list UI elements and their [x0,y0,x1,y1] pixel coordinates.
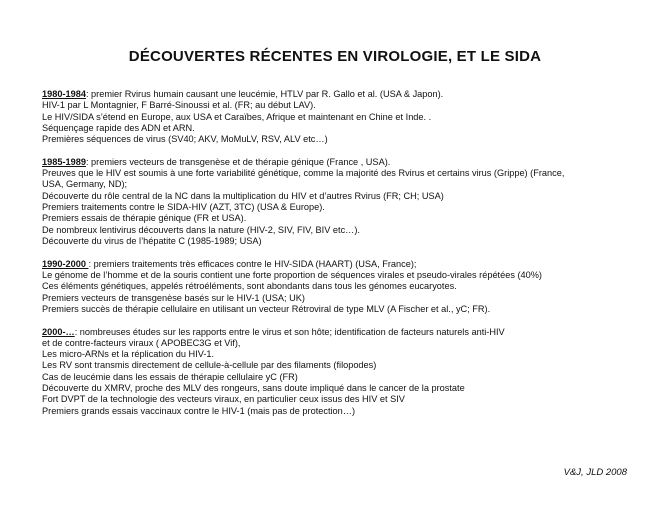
section-line: Premiers grands essais vaccinaux contre le HIV-1 (mais pas de protection…) [42,405,356,416]
section-line: USA, Germany, ND); [42,179,128,190]
section-line: Premiers traitements contre le SIDA-HIV (AZT, 3TC) (USA & Europe). [42,202,325,213]
section-line: Ces éléments génétiques, appelés rétroéléments, sont abondants dans tous les génomes eucaryotes. [42,281,457,292]
section-line [42,327,662,338]
section-line: Découverte du virus de l’hépatite C (1985-1989; USA) [42,235,262,246]
section-line-text: : premiers vecteurs de transgenèse et de thérapie génique (France , USA). [85,156,391,167]
section-line: Les micro-ARNs et la réplication du HIV-1. [42,349,215,360]
page-title: DÉCOUVERTES RÉCENTES EN VIROLOGIE, ET LE SIDA [128,48,542,65]
section-line: Le génome de l’homme et de la souris contient une forte proportion de séquences virales et pseudo-virales répétées (40%) [42,269,542,280]
section-1990-2000 [42,259,662,315]
section-line [42,157,662,168]
section-line: Premiers essais de thérapie génique (FR et USA). [42,213,247,224]
section-1980-1984 [42,89,662,145]
section-line: De nombreux lentivirus découverts dans la nature (HIV-2, SIV, FIV, BIV etc…). [42,224,360,235]
section-line: Fort DVPT de la technologie des vecteurs viraux, en particulier ceux issus des HIV et SIV [42,394,405,405]
section-line: Premières séquences de virus (SV40; AKV, MoMuLV, RSV, ALV etc…) [42,134,328,145]
section-date: 2000-… [42,326,75,337]
section-line-text: : nombreuses études sur les rapports entre le virus et son hôte; identification de facteurs naturels anti-HIV [74,326,505,337]
section-line: Le HIV/SIDA s’étend en Europe, aux USA et Caraïbes, Afrique et maintenant en Chine et Inde. . [42,111,432,122]
section-line: Découverte du rôle central de la NC dans la multiplication du HIV et d’autres Rvirus (FR; CH; USA) [42,190,444,201]
signature: V&J, JLD 2008 [563,467,627,478]
section-line: Cas de leucémie dans les essais de thérapie cellulaire yC (FR) [42,371,298,382]
section-line-text: : premier Rvirus humain causant une leucémie, HTLV par R. Gallo et al. (USA & Japon). [85,89,444,99]
section-line: Séquençage rapide des ADN et ARN. [42,122,195,133]
content-body [42,89,662,428]
section-date: 1980-1984 [42,89,86,99]
section-line: Les RV sont transmis directement de cellule-à-cellule par des filaments (filopodes) [42,360,377,371]
section-1985-1989 [42,157,662,247]
section-2000-onward [42,327,662,417]
section-date: 1990-2000 [42,258,89,269]
section-line: Preuves que le HIV est soumis à une forte variabilité génétique, comme la majorité des Rvirus et certains virus (Grippe) (France, [42,168,565,179]
section-line: Découverte du XMRV, proche des MLV des rongeurs, sans doute impliqué dans le cancer de la prostate [42,383,465,393]
section-line: Premiers succès de thérapie cellulaire en utilisant un vecteur Rétroviral de type MLV (A Fischer et al., yC; FR). [42,303,491,314]
section-line [42,89,662,100]
section-date: 1985-1989 [42,156,86,167]
section-line: et de contre-facteurs viraux ( APOBEC3G et Vif), [42,337,241,348]
section-line-text: : premiers traitements très efficaces contre le HIV-SIDA (HAART) (USA, France); [88,258,417,269]
section-line: HIV-1 par L Montagnier, F Barré-Sinoussi et al. (FR; au début LAV). [42,100,316,111]
section-line: Premiers vecteurs de transgenèse basés sur le HIV-1 (USA; UK) [42,292,305,303]
section-line [42,259,662,270]
